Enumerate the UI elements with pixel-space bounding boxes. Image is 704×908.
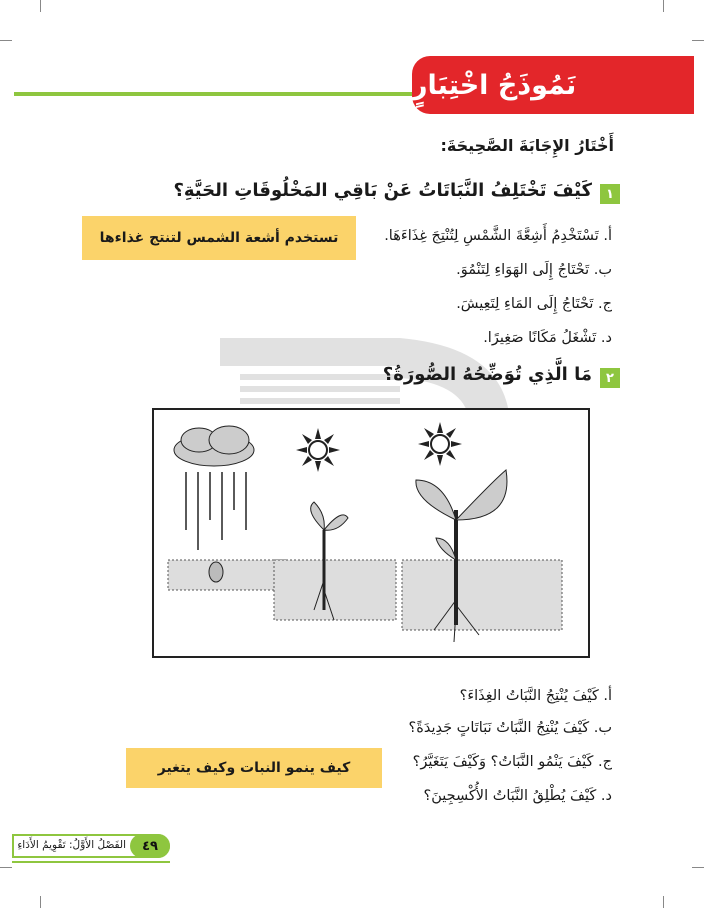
question-2-number: ٢	[600, 368, 620, 388]
question-2-option-a[interactable]: أ. كَيْفَ يُنْتِجُ النَّبَاتُ الغِذَاءَ؟	[459, 688, 612, 704]
cloud-icon	[174, 426, 254, 466]
instruction: أَخْتَارُ الإِجَابَةَ الصَّحِيحَةَ:	[440, 136, 614, 155]
rain-icon	[186, 472, 246, 550]
soil	[168, 560, 562, 630]
footer-chapter: الفَصْلُ الأَوَّلُ: تَقْوِيمُ الأَدَاءِ	[17, 839, 126, 851]
crop-mark	[0, 40, 12, 41]
page-title	[412, 56, 694, 114]
sun-icon	[418, 422, 462, 466]
page-number: ٤٩	[130, 834, 170, 858]
question-1-option-b[interactable]: ب. تَحْتَاجُ إِلَى الهَوَاءِ لِتَنْمُوَ.	[456, 262, 612, 278]
seed	[209, 562, 223, 582]
crop-mark	[0, 867, 12, 868]
header-rule	[14, 92, 434, 96]
crop-mark	[40, 896, 41, 908]
plant-growth-figure	[152, 408, 590, 658]
question-1-option-d[interactable]: د. تَشْغَلُ مَكَانًا صَغِيرًا.	[483, 330, 612, 346]
page-title-text: نَمُوذَجُ اخْتِبَارٍ	[412, 69, 577, 101]
question-1-text: كَيْفَ تَخْتَلِفُ النَّبَاتَاتُ عَنْ بَاقِي المَخْلُوقَاتِ الحَيَّةِ؟	[173, 180, 592, 201]
question-2-answer-text: كيف ينمو النبات وكيف يتغير	[157, 760, 351, 776]
question-1-answer-text: تستخدم أشعة الشمس لتنتج غذاءها	[99, 230, 339, 246]
question-1-option-c[interactable]: ج. تَحْتَاجُ إِلَى المَاءِ لِتَعِيشَ.	[456, 296, 612, 312]
question-1-answer	[82, 216, 356, 260]
footer-rule	[12, 861, 170, 863]
sun-icon	[296, 428, 340, 472]
crop-mark	[692, 867, 704, 868]
question-1-number: ١	[600, 184, 620, 204]
question-2-option-d[interactable]: د. كَيْفَ يُطْلِقُ النَّبَاتُ الأُكْسِجِينَ؟	[423, 788, 612, 804]
question-2-text: مَا الَّذِي تُوَضِّحُهُ الصُّورَةُ؟	[382, 364, 592, 385]
question-2-answer	[126, 748, 382, 788]
crop-mark	[40, 0, 41, 12]
crop-mark	[692, 40, 704, 41]
plant-growth-illustration	[154, 410, 588, 656]
question-1-option-a[interactable]: أ. تَسْتَخْدِمُ أَشِعَّةَ الشَّمْسِ لِتُنْتِجَ غِذَاءَهَا.	[384, 228, 612, 244]
question-2-option-b[interactable]: ب. كَيْفَ يُنْتِجُ النَّبَاتُ نَبَاتَاتٍ جَدِيدَةً؟	[408, 720, 612, 736]
crop-mark	[663, 0, 664, 12]
crop-mark	[663, 896, 664, 908]
question-2-option-c[interactable]: ج. كَيْفَ يَنْمُو النَّبَاتُ؟ وَكَيْفَ يَتَغَيَّرُ؟	[412, 754, 612, 770]
